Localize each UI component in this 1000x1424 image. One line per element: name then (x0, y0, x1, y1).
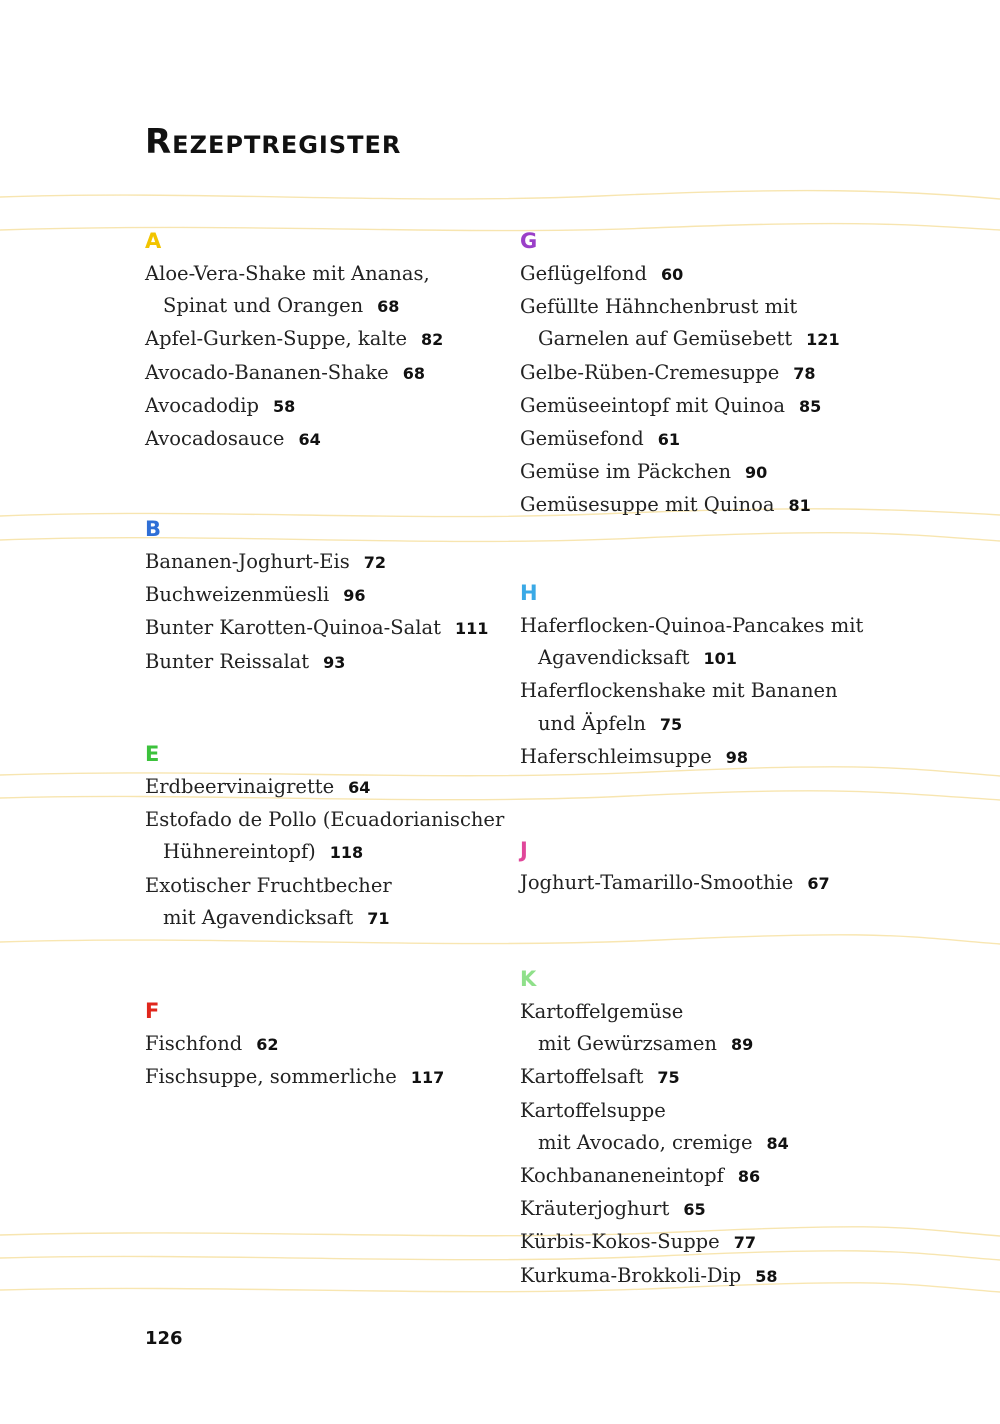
index-entry (520, 610, 863, 675)
index-entry (520, 1260, 789, 1293)
entry-page-number: 75 (659, 714, 683, 734)
index-entry (520, 423, 840, 456)
entry-page-number: 77 (733, 1233, 756, 1253)
entry-page-number: 75 (657, 1068, 680, 1088)
entry-page-number: 60 (660, 265, 684, 284)
index-entry (145, 258, 443, 323)
entry-title: Kartoffelsuppe (520, 1098, 666, 1122)
entry-title: Erdbeervinaigrette (145, 775, 335, 798)
entry-page-number: 71 (367, 908, 390, 928)
entry-title: Kurkuma-Brokkoli-Dip (520, 1263, 742, 1287)
index-entry (145, 1061, 444, 1094)
section-letter: B (145, 517, 162, 541)
index-entry (520, 456, 840, 489)
entry-title: Avocado-Bananen-Shake (145, 360, 389, 384)
entry-title: Gemüsefond (520, 427, 644, 451)
entry-page-number: 68 (377, 297, 400, 317)
entry-page-number: 90 (745, 463, 768, 483)
entry-page-number: 89 (730, 1035, 754, 1055)
section-letter: K (520, 967, 537, 991)
entry-page-number: 67 (807, 874, 830, 893)
index-entry (520, 291, 840, 356)
index-entry (520, 1226, 789, 1259)
entry-title-continued: mit Gewürzsamen (538, 1032, 717, 1056)
entry-title: Exotischer Fruchtbecher (145, 873, 392, 897)
section-letter: H (520, 581, 538, 605)
entry-title: Haferschleimsuppe (520, 744, 712, 768)
index-entry (145, 771, 504, 804)
entry-title: Gefüllte Hähnchenbrust mit (520, 295, 798, 319)
entry-page-number: 86 (737, 1167, 761, 1187)
index-entry (520, 390, 840, 423)
index-entry (145, 804, 504, 869)
entry-page-number: 111 (454, 619, 489, 639)
index-entry (520, 741, 863, 774)
entry-title: Joghurt-Tamarillo-Smoothie (520, 871, 794, 894)
entry-title: Kartoffelgemüse (520, 1000, 684, 1023)
page-number: 126 (145, 1328, 183, 1349)
page-title: Rezeptregister (145, 122, 402, 162)
entry-title: Buchweizenmüesli (145, 583, 330, 607)
index-entry (520, 1095, 789, 1160)
index-entry (145, 579, 488, 612)
entry-page-number: 78 (793, 363, 816, 383)
section-a (145, 228, 443, 456)
entry-title: Gemüsesuppe mit Quinoa (520, 493, 775, 517)
entry-page-number: 62 (256, 1035, 279, 1054)
index-entry (145, 870, 504, 935)
entry-title-continued: mit Agavendicksaft (163, 905, 354, 929)
index-entry (145, 612, 488, 645)
entry-title: Fischsuppe, sommerliche (145, 1065, 397, 1089)
entry-page-number: 121 (806, 330, 840, 350)
section-letter: G (520, 229, 538, 253)
section-letter: J (520, 838, 528, 862)
section-b (145, 516, 488, 679)
entry-page-number: 82 (420, 330, 444, 350)
entry-page-number: 93 (323, 652, 346, 672)
section-k (520, 966, 789, 1293)
section-j (520, 837, 830, 900)
entry-title-continued: und Äpfeln (538, 711, 646, 735)
entry-page-number: 65 (683, 1200, 706, 1220)
index-entry (145, 357, 443, 390)
entry-page-number: 85 (799, 396, 822, 416)
section-g (520, 228, 840, 523)
entry-page-number: 117 (410, 1068, 445, 1088)
entry-title-continued: Agavendicksaft (538, 646, 690, 670)
section-letter: F (145, 999, 160, 1023)
index-entry (520, 1193, 789, 1226)
entry-title-continued: Spinat und Orangen (163, 294, 364, 318)
section-f (145, 998, 444, 1094)
entry-page-number: 96 (343, 586, 366, 606)
entry-title: Kürbis-Kokos-Suppe (520, 1230, 720, 1254)
index-entry (145, 423, 443, 456)
entry-title: Kochbananeneintopf (520, 1164, 724, 1188)
entry-title-continued: Hühnereintopf) (163, 840, 316, 864)
entry-title: Gemüse im Päckchen (520, 460, 732, 484)
entry-title: Bananen-Joghurt-Eis (145, 550, 350, 573)
entry-title: Fischfond (145, 1032, 243, 1055)
entry-title: Bunter Karotten-Quinoa-Salat (145, 616, 441, 640)
index-entry (145, 323, 443, 356)
entry-page-number: 101 (703, 649, 737, 669)
entry-title-continued: Garnelen auf Gemüsebett (538, 327, 793, 351)
entry-page-number: 64 (348, 778, 371, 797)
entry-title: Gemüseeintopf mit Quinoa (520, 393, 785, 417)
entry-page-number: 72 (363, 553, 387, 572)
entry-page-number: 64 (298, 430, 321, 450)
entry-title: Estofado de Pollo (Ecuadorianischer (145, 808, 505, 832)
entry-title-continued: mit Avocado, cremige (538, 1130, 753, 1154)
index-entry (145, 1028, 444, 1061)
index-entry (520, 489, 840, 522)
section-letter: A (145, 229, 162, 253)
section-letter: E (145, 742, 160, 766)
index-entry (520, 357, 840, 390)
entry-title: Haferflockenshake mit Bananen (520, 679, 838, 703)
entry-page-number: 61 (657, 430, 680, 450)
index-entry (520, 996, 789, 1061)
index-entry (145, 646, 488, 679)
entry-page-number: 98 (725, 747, 749, 767)
index-entry (520, 867, 830, 900)
index-entry (520, 258, 840, 291)
entry-page-number: 84 (766, 1133, 789, 1153)
index-entry (520, 1061, 789, 1094)
entry-title: Kartoffelsaft (520, 1065, 644, 1089)
entry-title: Avocadodip (145, 393, 260, 417)
entry-title: Haferflocken-Quinoa-Pancakes mit (520, 614, 864, 637)
entry-page-number: 81 (788, 496, 811, 516)
entry-page-number: 58 (273, 396, 296, 416)
index-entry (520, 1160, 789, 1193)
entry-title: Gelbe-Rüben-Cremesuppe (520, 360, 780, 384)
entry-title: Aloe-Vera-Shake mit Ananas, (145, 262, 430, 285)
index-entry (145, 546, 488, 579)
entry-title: Bunter Reissalat (145, 649, 310, 673)
entry-title: Apfel-Gurken-Suppe, kalte (145, 327, 407, 351)
section-e (145, 741, 504, 935)
index-entry (520, 675, 863, 740)
entry-title: Kräuterjoghurt (520, 1197, 670, 1221)
entry-page-number: 118 (329, 843, 364, 863)
section-h (520, 580, 863, 774)
index-entry (145, 390, 443, 423)
entry-page-number: 68 (402, 363, 425, 383)
entry-title: Geflügelfond (520, 262, 647, 285)
entry-page-number: 58 (755, 1266, 778, 1286)
entry-title: Avocadosauce (145, 427, 285, 451)
